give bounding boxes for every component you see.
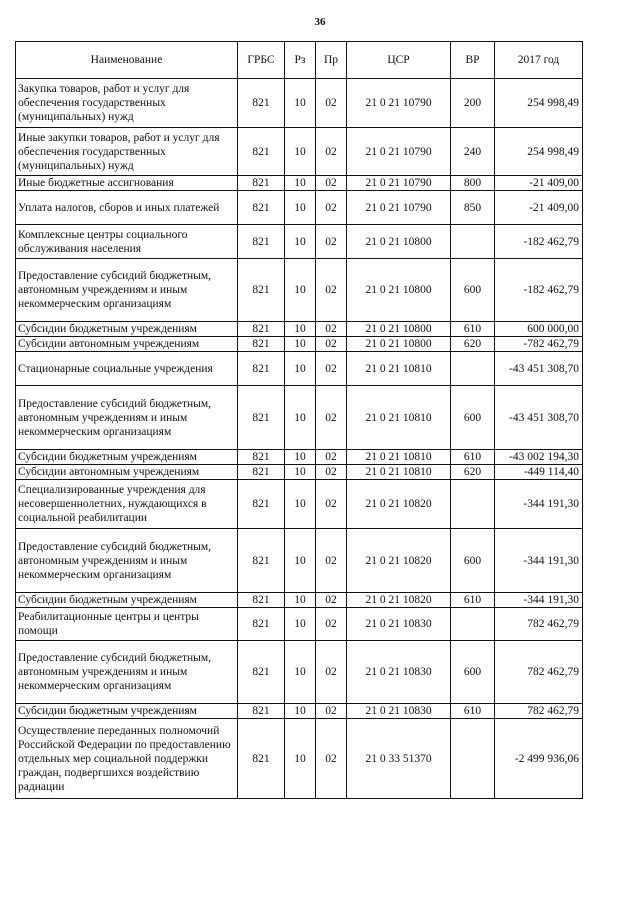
table-row	[16, 176, 583, 191]
cell-csr: 21 0 21 10800	[347, 259, 451, 322]
cell-pr: 02	[316, 259, 347, 322]
cell-grbs: 821	[238, 79, 285, 128]
cell-amount: 600 000,00	[495, 322, 583, 337]
table-row	[16, 608, 583, 641]
cell-amount: -43 002 194,30	[495, 450, 583, 465]
cell-amount: 782 462,79	[495, 704, 583, 719]
cell-name: Закупка товаров, работ и услуг для обеспечения государственных (муниципальных) нужд	[16, 79, 238, 128]
cell-pr: 02	[316, 593, 347, 608]
cell-csr: 21 0 21 10820	[347, 593, 451, 608]
cell-pr: 02	[316, 322, 347, 337]
cell-name: Специализированные учреждения для несовершеннолетних, нуждающихся в социальной реабилитации	[16, 480, 238, 529]
cell-grbs: 821	[238, 529, 285, 593]
cell-amount: -182 462,79	[495, 225, 583, 259]
cell-name: Субсидии автономным учреждениям	[16, 337, 238, 352]
header-vr: ВР	[451, 42, 495, 79]
cell-csr: 21 0 21 10800	[347, 337, 451, 352]
cell-vr: 800	[451, 176, 495, 191]
table-row	[16, 386, 583, 450]
cell-amount: 782 462,79	[495, 608, 583, 641]
header-rz: Рз	[285, 42, 316, 79]
cell-rz: 10	[285, 641, 316, 704]
cell-amount: -21 409,00	[495, 176, 583, 191]
cell-vr: 200	[451, 79, 495, 128]
cell-grbs: 821	[238, 322, 285, 337]
cell-rz: 10	[285, 128, 316, 176]
table-header-row	[16, 42, 583, 79]
header-year: 2017 год	[495, 42, 583, 79]
page-number: 36	[314, 16, 326, 28]
cell-grbs: 821	[238, 608, 285, 641]
cell-rz: 10	[285, 337, 316, 352]
cell-csr: 21 0 21 10830	[347, 641, 451, 704]
cell-amount: -43 451 308,70	[495, 352, 583, 386]
cell-pr: 02	[316, 719, 347, 799]
cell-vr: 610	[451, 593, 495, 608]
cell-rz: 10	[285, 79, 316, 128]
table-row	[16, 465, 583, 480]
cell-vr	[451, 719, 495, 799]
table-row	[16, 529, 583, 593]
cell-csr: 21 0 21 10810	[347, 450, 451, 465]
cell-rz: 10	[285, 386, 316, 450]
cell-csr: 21 0 21 10790	[347, 176, 451, 191]
cell-csr: 21 0 21 10820	[347, 529, 451, 593]
cell-rz: 10	[285, 352, 316, 386]
cell-pr: 02	[316, 450, 347, 465]
table-row	[16, 128, 583, 176]
cell-pr: 02	[316, 704, 347, 719]
table-row	[16, 79, 583, 128]
cell-name: Предоставление субсидий бюджетным, автономным учреждениям и иным некоммерческим организациям	[16, 529, 238, 593]
cell-name: Субсидии бюджетным учреждениям	[16, 450, 238, 465]
cell-grbs: 821	[238, 176, 285, 191]
cell-grbs: 821	[238, 480, 285, 529]
cell-pr: 02	[316, 608, 347, 641]
cell-csr: 21 0 33 51370	[347, 719, 451, 799]
header-csr: ЦСР	[347, 42, 451, 79]
cell-vr: 620	[451, 465, 495, 480]
cell-grbs: 821	[238, 641, 285, 704]
table-row	[16, 641, 583, 704]
cell-csr: 21 0 21 10800	[347, 225, 451, 259]
cell-vr: 610	[451, 322, 495, 337]
cell-vr: 240	[451, 128, 495, 176]
table-row	[16, 259, 583, 322]
table-row	[16, 593, 583, 608]
header-grbs: ГРБС	[238, 42, 285, 79]
cell-name: Реабилитационные центры и центры помощи	[16, 608, 238, 641]
table-row	[16, 719, 583, 799]
header-pr: Пр	[316, 42, 347, 79]
cell-rz: 10	[285, 259, 316, 322]
cell-csr: 21 0 21 10810	[347, 386, 451, 450]
cell-rz: 10	[285, 480, 316, 529]
cell-csr: 21 0 21 10830	[347, 608, 451, 641]
cell-grbs: 821	[238, 225, 285, 259]
cell-rz: 10	[285, 529, 316, 593]
cell-vr: 610	[451, 704, 495, 719]
table-row	[16, 322, 583, 337]
cell-pr: 02	[316, 386, 347, 450]
cell-csr: 21 0 21 10810	[347, 465, 451, 480]
table-row	[16, 352, 583, 386]
cell-pr: 02	[316, 465, 347, 480]
cell-grbs: 821	[238, 386, 285, 450]
table-row	[16, 225, 583, 259]
cell-rz: 10	[285, 719, 316, 799]
cell-amount: -449 114,40	[495, 465, 583, 480]
cell-amount: -21 409,00	[495, 191, 583, 225]
cell-pr: 02	[316, 191, 347, 225]
cell-rz: 10	[285, 593, 316, 608]
cell-amount: -344 191,30	[495, 593, 583, 608]
cell-amount: -782 462,79	[495, 337, 583, 352]
cell-grbs: 821	[238, 352, 285, 386]
cell-name: Субсидии автономным учреждениям	[16, 465, 238, 480]
cell-name: Предоставление субсидий бюджетным, автономным учреждениям и иным некоммерческим организациям	[16, 641, 238, 704]
cell-pr: 02	[316, 128, 347, 176]
table-row	[16, 337, 583, 352]
cell-rz: 10	[285, 450, 316, 465]
cell-csr: 21 0 21 10810	[347, 352, 451, 386]
cell-vr	[451, 480, 495, 529]
cell-vr	[451, 352, 495, 386]
cell-csr: 21 0 21 10820	[347, 480, 451, 529]
cell-csr: 21 0 21 10790	[347, 191, 451, 225]
budget-table	[15, 41, 583, 799]
cell-grbs: 821	[238, 465, 285, 480]
cell-name: Комплексные центры социального обслуживания населения	[16, 225, 238, 259]
cell-rz: 10	[285, 225, 316, 259]
cell-vr: 620	[451, 337, 495, 352]
cell-rz: 10	[285, 608, 316, 641]
header-name: Наименование	[16, 42, 238, 79]
cell-csr: 21 0 21 10790	[347, 79, 451, 128]
cell-vr: 600	[451, 641, 495, 704]
cell-amount: 254 998,49	[495, 79, 583, 128]
cell-csr: 21 0 21 10800	[347, 322, 451, 337]
cell-rz: 10	[285, 176, 316, 191]
cell-grbs: 821	[238, 450, 285, 465]
cell-rz: 10	[285, 191, 316, 225]
cell-csr: 21 0 21 10830	[347, 704, 451, 719]
cell-grbs: 821	[238, 128, 285, 176]
cell-pr: 02	[316, 79, 347, 128]
cell-grbs: 821	[238, 704, 285, 719]
cell-pr: 02	[316, 225, 347, 259]
cell-vr: 600	[451, 259, 495, 322]
cell-name: Стационарные социальные учреждения	[16, 352, 238, 386]
cell-grbs: 821	[238, 259, 285, 322]
table-row	[16, 704, 583, 719]
cell-name: Иные закупки товаров, работ и услуг для обеспечения государственных (муниципальных) нужд	[16, 128, 238, 176]
cell-vr	[451, 608, 495, 641]
cell-csr: 21 0 21 10790	[347, 128, 451, 176]
cell-name: Субсидии бюджетным учреждениям	[16, 593, 238, 608]
cell-amount: -344 191,30	[495, 480, 583, 529]
cell-name: Иные бюджетные ассигнования	[16, 176, 238, 191]
table-row	[16, 191, 583, 225]
cell-name: Субсидии бюджетным учреждениям	[16, 322, 238, 337]
cell-pr: 02	[316, 529, 347, 593]
cell-rz: 10	[285, 322, 316, 337]
cell-vr: 850	[451, 191, 495, 225]
cell-name: Уплата налогов, сборов и иных платежей	[16, 191, 238, 225]
cell-pr: 02	[316, 176, 347, 191]
cell-name: Осуществление переданных полномочий Российской Федерации по предоставлению отдельных мер социальной поддержки граждан, подвергшихся воздействию радиации	[16, 719, 238, 799]
cell-grbs: 821	[238, 719, 285, 799]
cell-vr: 600	[451, 386, 495, 450]
cell-vr	[451, 225, 495, 259]
cell-grbs: 821	[238, 337, 285, 352]
cell-amount: -182 462,79	[495, 259, 583, 322]
cell-pr: 02	[316, 352, 347, 386]
cell-pr: 02	[316, 641, 347, 704]
cell-name: Предоставление субсидий бюджетным, автономным учреждениям и иным некоммерческим организациям	[16, 386, 238, 450]
cell-rz: 10	[285, 465, 316, 480]
cell-vr: 610	[451, 450, 495, 465]
cell-grbs: 821	[238, 191, 285, 225]
cell-pr: 02	[316, 480, 347, 529]
cell-rz: 10	[285, 704, 316, 719]
cell-name: Субсидии бюджетным учреждениям	[16, 704, 238, 719]
cell-name: Предоставление субсидий бюджетным, автономным учреждениям и иным некоммерческим организациям	[16, 259, 238, 322]
cell-amount: -344 191,30	[495, 529, 583, 593]
table-row	[16, 480, 583, 529]
table-row	[16, 450, 583, 465]
cell-amount: -2 499 936,06	[495, 719, 583, 799]
cell-amount: -43 451 308,70	[495, 386, 583, 450]
cell-amount: 254 998,49	[495, 128, 583, 176]
cell-vr: 600	[451, 529, 495, 593]
cell-amount: 782 462,79	[495, 641, 583, 704]
cell-pr: 02	[316, 337, 347, 352]
cell-grbs: 821	[238, 593, 285, 608]
